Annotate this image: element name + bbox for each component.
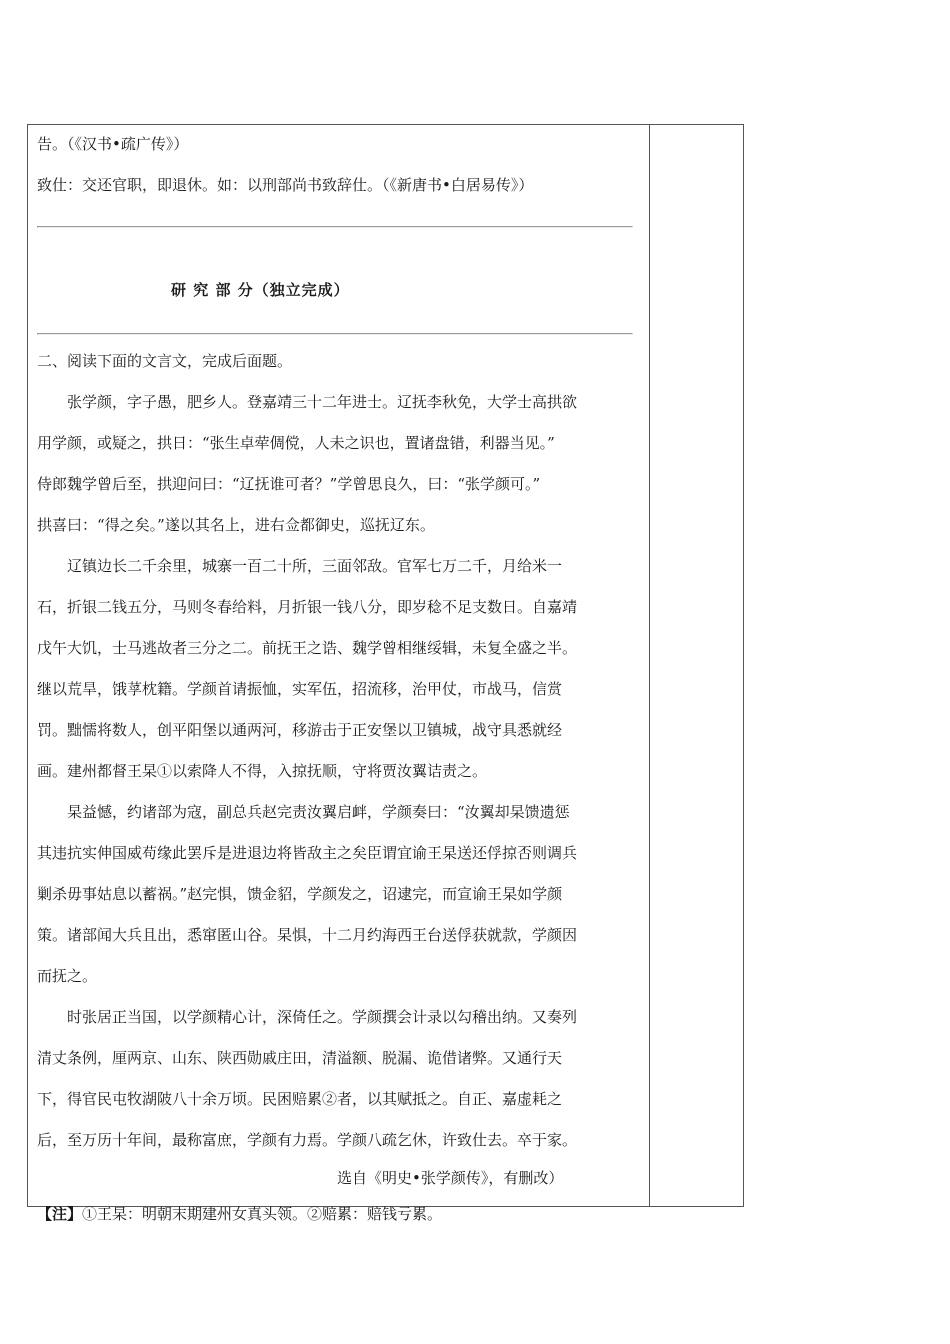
column-divider [649,124,650,1207]
passage-paragraph: 辽镇边长二千余里，城寨一百二十所，三面邻敌。官军七万二千，月给米一 石，折银二钱五分，马则冬春给料，月折银一钱八分，即岁稔不足支数日。自嘉靖 戊午大饥，士马逃故者三分之二。前抚王之诰、魏学曾相继绥辑，未复全盛之半。 继以荒旱，饿莩枕籍。学颜首请振恤，实军伍，招流移，治甲仗，市战马，信赏 罚。黜懦将数人，创平阳堡以通两河，移游击于正安堡以卫镇城，战守具悉就经 画。建州都督王杲①以索降人不得，入掠抚顺，守将贾汝翼诘责之。 [37,557,578,780]
question-heading: 二、阅读下面的文言文，完成后面题。 [37,352,293,370]
passage-paragraph: 张学颜，字子愚，肥乡人。登嘉靖三十二年进士。辽抚李秋免，大学士高拱欲 用学颜，或疑之，拱日：“张生卓荦倜傥，人未之识也，置诸盘错，利器当见。” 侍郎魏学曾后至，拱迎问曰：“辽抚谁可者？”学曾思良久，曰：“张学颜可。” 拱喜曰：“得之矣。”遂以其名上，进右佥都御史，巡抚辽东。 [37,393,578,534]
document-content [37,124,642,1233]
source-citation: 选自《明史•张学颜传》，有删改） [337,1169,564,1187]
passage-paragraph: 杲益憾，约诸部为寇，副总兵赵完责汝翼启衅，学颜奏曰：“汝翼却杲馈遗惩 其违抗实伸国威苟缘此罢斥是进退边将皆敌主之矣臣谓宜谕王杲送还俘掠否则调兵 剿杀毋事姑息以蓄祸。”赵完惧，馈金貂，学颜发之，诏逮完，而宣谕王杲如学颜 策。诸部闻大兵且出，悉窜匿山谷。杲惧，十二月约海西王台送俘获就款，学颜因 而抚之。 [37,803,578,985]
footnote [37,1195,642,1233]
footnote-mark: 【注】 [37,1205,83,1223]
vocab-line: 致仕：交还官职，即退休。如：以刑部尚书致辞仕。（《新唐书•白居易传》） [37,176,534,194]
vocab-line: 告。（《汉书•疏广传》） [37,135,189,153]
section-title: 研 究 部 分（独立完成） [171,281,350,299]
passage-paragraph: 时张居正当国，以学颜精心计，深倚任之。学颜撰会计录以勾稽出纳。又奏列 清丈条例，厘两京、山东、陕西勋戚庄田，清溢额、脱漏、诡借诸弊。又通行天 下，得官民屯牧湖陂八十余万顷。民困赔累②者，以其赋抵之。自正、嘉虚耗之 后，至万历十年间，最称富庶，学颜有力焉。学颜八疏乞休，许致仕去。卒于家。 [37,1008,578,1149]
footnote-text: ①王杲：明朝末期建州女真头领。②赔累：赔钱亏累。 [82,1205,443,1223]
